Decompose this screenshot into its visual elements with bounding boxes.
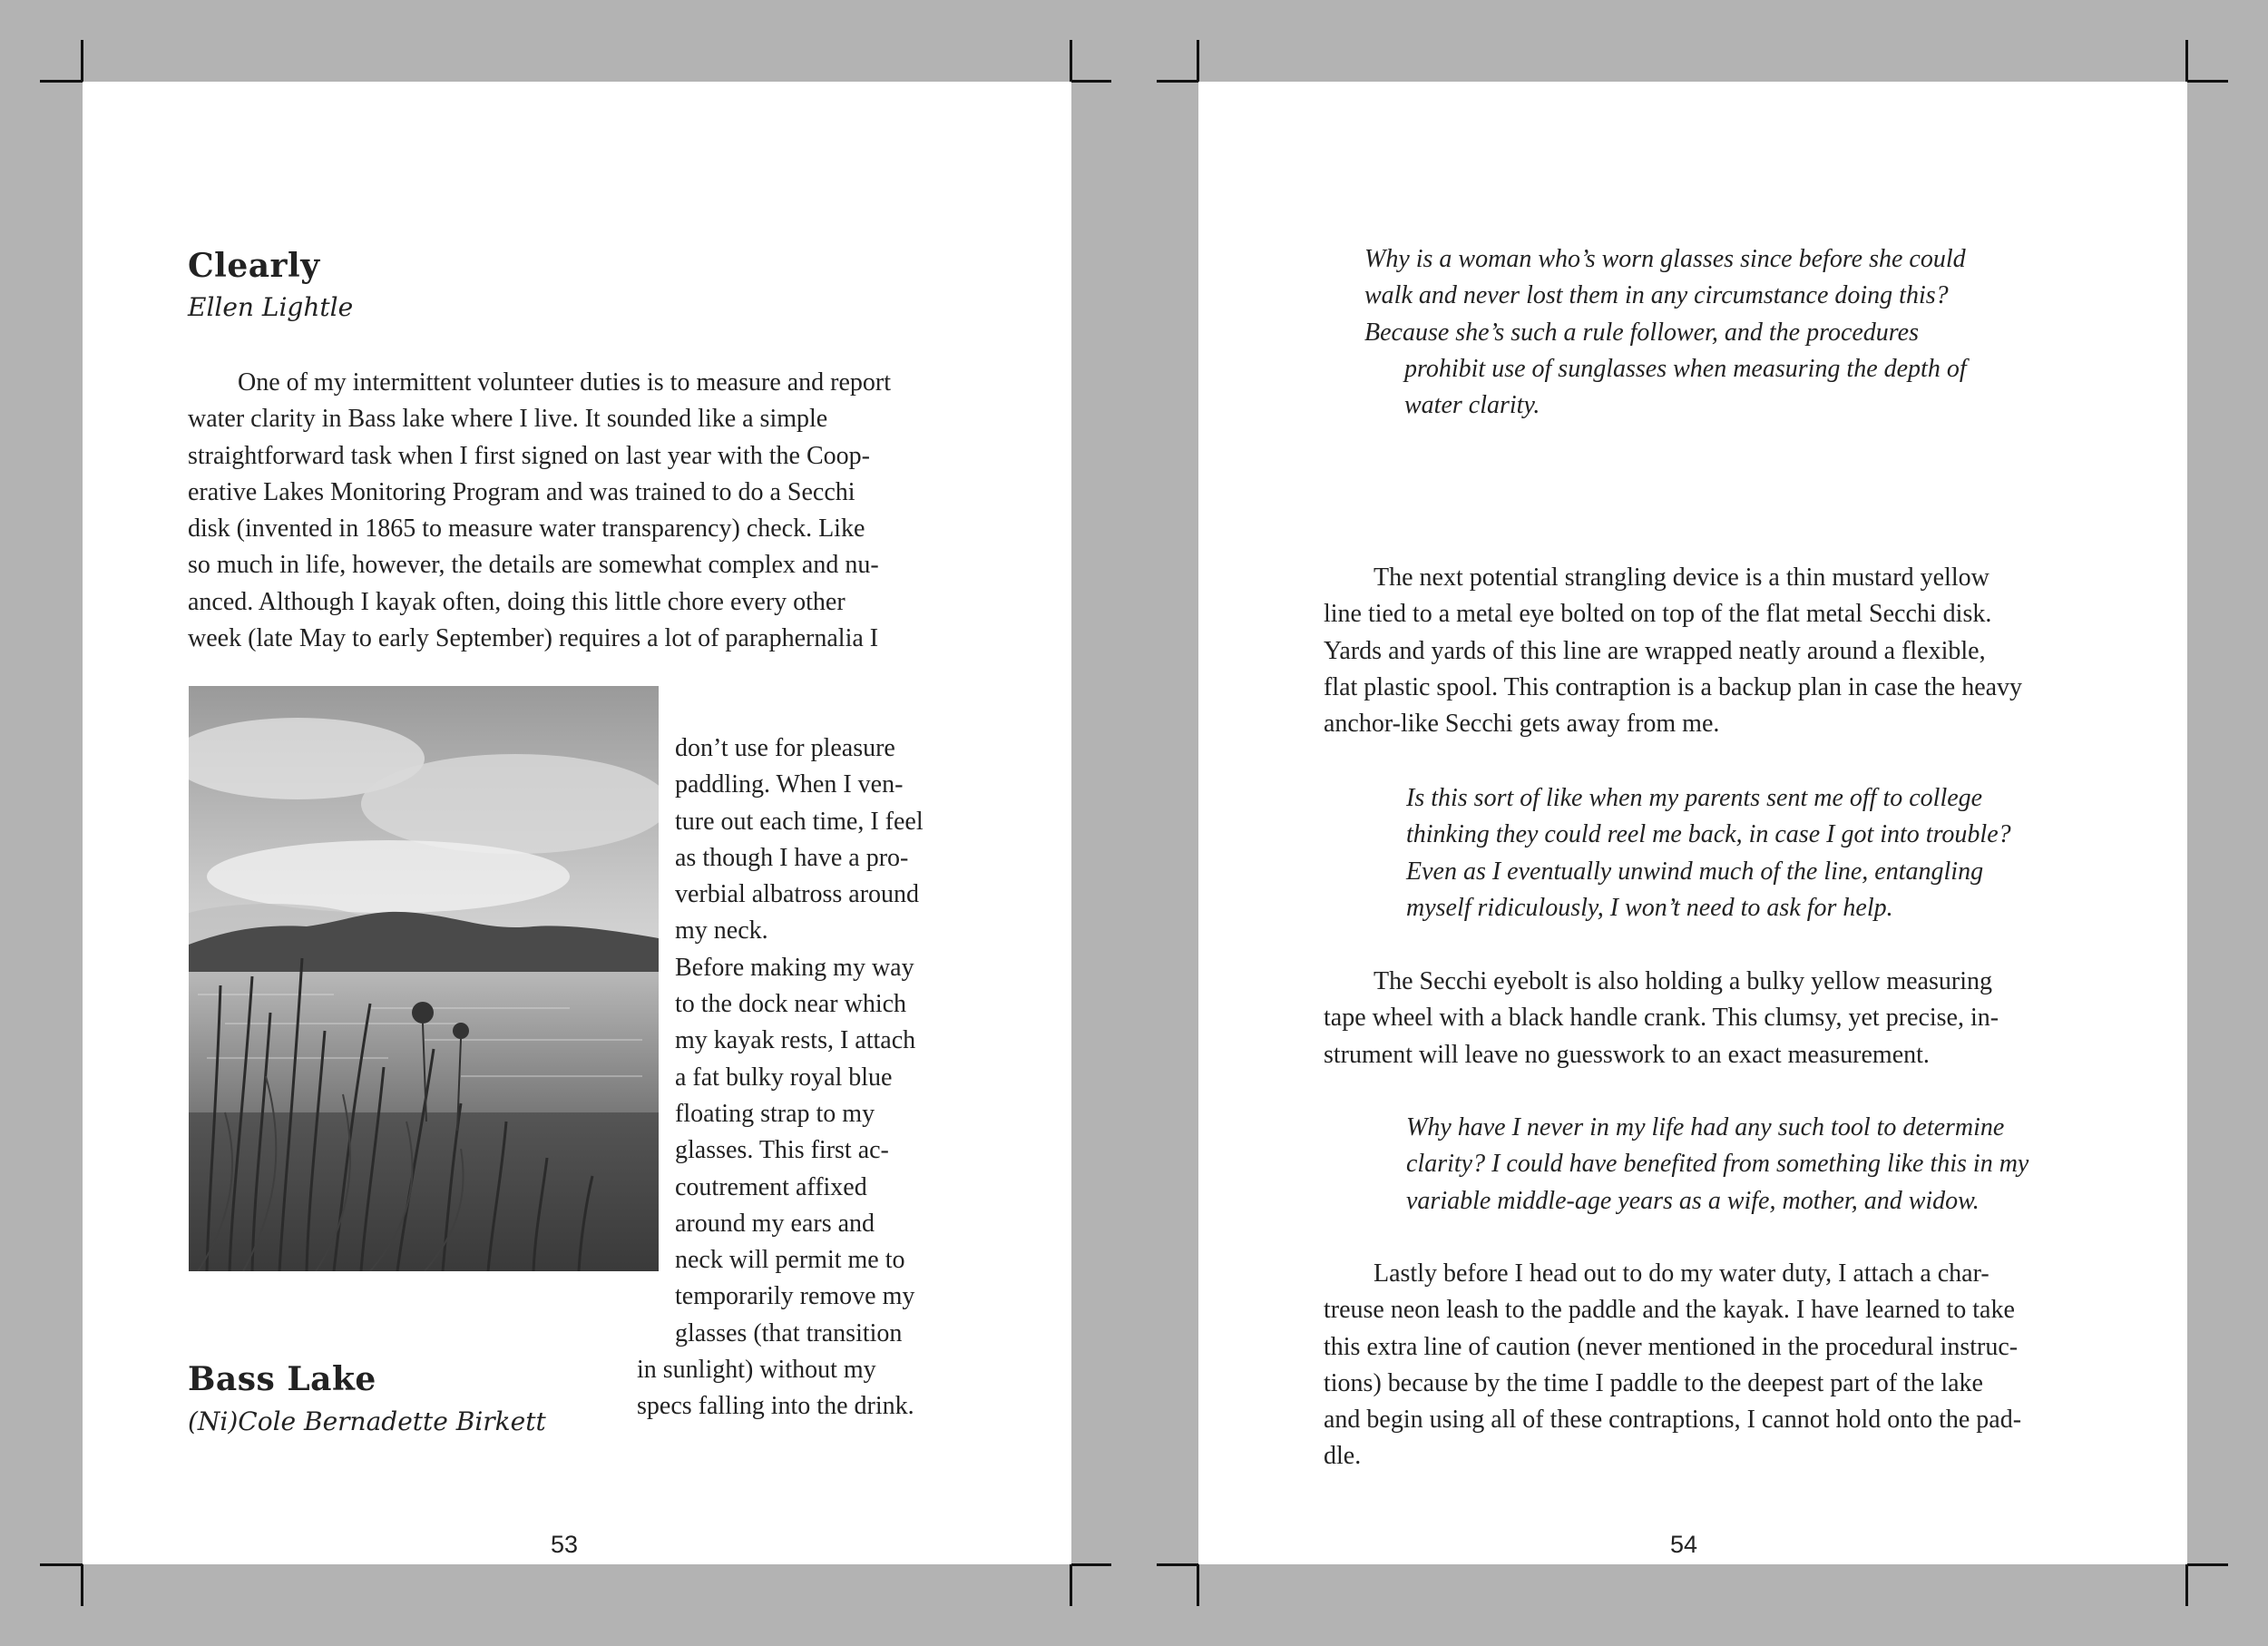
text-line: dle. [1324,1442,1362,1471]
text-line: Before making my way [675,953,914,982]
text-line: water clarity. [1404,391,1540,420]
bass-lake-photo [189,686,659,1271]
text-line: around my ears and [675,1209,875,1238]
paragraph-eyebolt [1324,964,2140,1073]
text-line: erative Lakes Monitoring Program and was trained to do a Secchi [188,477,855,506]
crop-mark [1070,1563,1111,1566]
text-line: variable middle-age years as a wife, mother, and widow. [1406,1186,1980,1215]
text-line: glasses (that transition [675,1318,903,1347]
text-line: glasses. This first ac- [675,1136,889,1165]
text-line: Lastly before I head out to do my water duty, I attach a char- [1374,1259,1989,1288]
crop-mark [1070,1563,1072,1606]
crop-mark [81,1563,83,1606]
text-line: to the dock near which [675,990,907,1019]
crop-mark [1070,40,1072,83]
text-line: Why have I never in my life had any such tool to determine [1406,1113,2005,1141]
text-line: my neck. [675,916,768,945]
text-line: my kayak rests, I attach [675,1026,916,1055]
text-line: Yards and yards of this line are wrapped neatly around a flexible, [1324,636,1986,665]
text-line: ture out each time, I feel [675,807,924,836]
text-line: in sunlight) without my [637,1356,876,1384]
text-line: One of my intermittent volunteer duties is to measure and report [238,368,892,397]
italic-reflection-1 [1364,241,2108,424]
text-line: floating strap to my [675,1099,875,1128]
text-line: myself ridiculously, I won’t need to ask for help. [1406,893,1893,922]
italic-reflection-3 [1406,1110,2132,1220]
text-line: The Secchi eyebolt is also holding a bulky yellow measuring [1374,967,1992,995]
text-line: coutrement affixed [675,1172,867,1201]
page-number: 54 [1669,1531,1698,1558]
text-line: neck will permit me to [675,1246,905,1275]
text-line: Even as I eventually unwind much of the line, entangling [1406,857,1984,886]
crop-mark [40,80,83,83]
photo-title: Bass Lake [188,1360,376,1398]
crop-mark [2185,1563,2188,1606]
text-line: temporarily remove my [675,1282,915,1311]
text-line: prohibit use of sunglasses when measuring the depth of [1404,354,1967,383]
text-line: The next potential strangling device is a thin mustard yellow [1374,563,1989,592]
crop-mark [81,40,83,83]
text-line: flat plastic spool. This contraption is a backup plan in case the heavy [1324,672,2023,701]
page-left [83,82,1071,1564]
text-line: don’t use for pleasure [675,734,895,762]
text-line: tions) because by the time I paddle to the deepest part of the lake [1324,1368,1983,1397]
italic-reflection-2 [1406,780,2114,926]
crop-mark [2185,1563,2228,1566]
story-title: Clearly [188,247,320,285]
text-line: anced. Although I kayak often, doing this little chore every other [188,587,846,616]
wrapped-text-column [675,730,1038,1352]
crop-mark [1157,80,1199,83]
paragraph-secchi-line [1324,560,2140,742]
text-line: line tied to a metal eye bolted on top of the flat metal Secchi disk. [1324,600,1992,629]
text-line: paddling. When I ven- [675,770,904,799]
text-line: as though I have a pro- [675,843,909,872]
text-line: anchor-like Secchi gets away from me. [1324,710,1720,739]
text-line: specs falling into the drink. [637,1392,914,1421]
text-line: tape wheel with a black handle crank. This clumsy, yet precise, in- [1324,1004,1999,1033]
text-line: disk (invented in 1865 to measure water transparency) check. Like [188,514,865,544]
text-line: Why is a woman who’s worn glasses since before she could [1364,245,1966,273]
story-author: Ellen Lightle [188,292,354,322]
text-line: week (late May to early September) requires a lot of paraphernalia I [188,624,879,653]
crop-mark [40,1563,83,1566]
crop-mark [2185,40,2188,83]
crop-mark [2185,80,2228,83]
text-line: strument will leave no guesswork to an exact measurement. [1324,1040,1930,1069]
text-line: treuse neon leash to the paddle and the kayak. I have learned to take [1324,1296,2015,1325]
story-opening-paragraph [188,365,1027,657]
crop-mark [1157,1563,1199,1566]
crop-mark [1070,80,1111,83]
photo-credit: (Ni)Cole Bernadette Birkett [188,1406,546,1436]
text-line: Because she’s such a rule follower, and the procedures [1364,318,1919,347]
text-line: a fat bulky royal blue [675,1063,893,1092]
page-right [1198,82,2187,1564]
text-line: clarity? I could have benefited from something like this in my [1406,1150,2029,1179]
text-line: water clarity in Bass lake where I live. It sounded like a simple [188,405,828,434]
paragraph-leash [1324,1256,2140,1475]
text-line: walk and never lost them in any circumstance doing this? [1364,281,1949,310]
text-line: straightforward task when I first signed on last year with the Coop- [188,441,870,470]
text-line: so much in life, however, the details are somewhat complex and nu- [188,551,879,580]
text-line: verbial albatross around [675,880,920,909]
text-line: Is this sort of like when my parents sent me off to college [1406,784,1983,812]
page-number: 53 [550,1531,579,1558]
text-line: and begin using all of these contraptions, I cannot hold onto the pad- [1324,1406,2022,1435]
crop-mark [1197,1563,1199,1606]
crop-mark [1197,40,1199,83]
tail-text-column [637,1352,1036,1426]
text-line: this extra line of caution (never mentioned in the procedural instruc- [1324,1332,2019,1361]
text-line: thinking they could reel me back, in case I got into trouble? [1406,820,2011,849]
